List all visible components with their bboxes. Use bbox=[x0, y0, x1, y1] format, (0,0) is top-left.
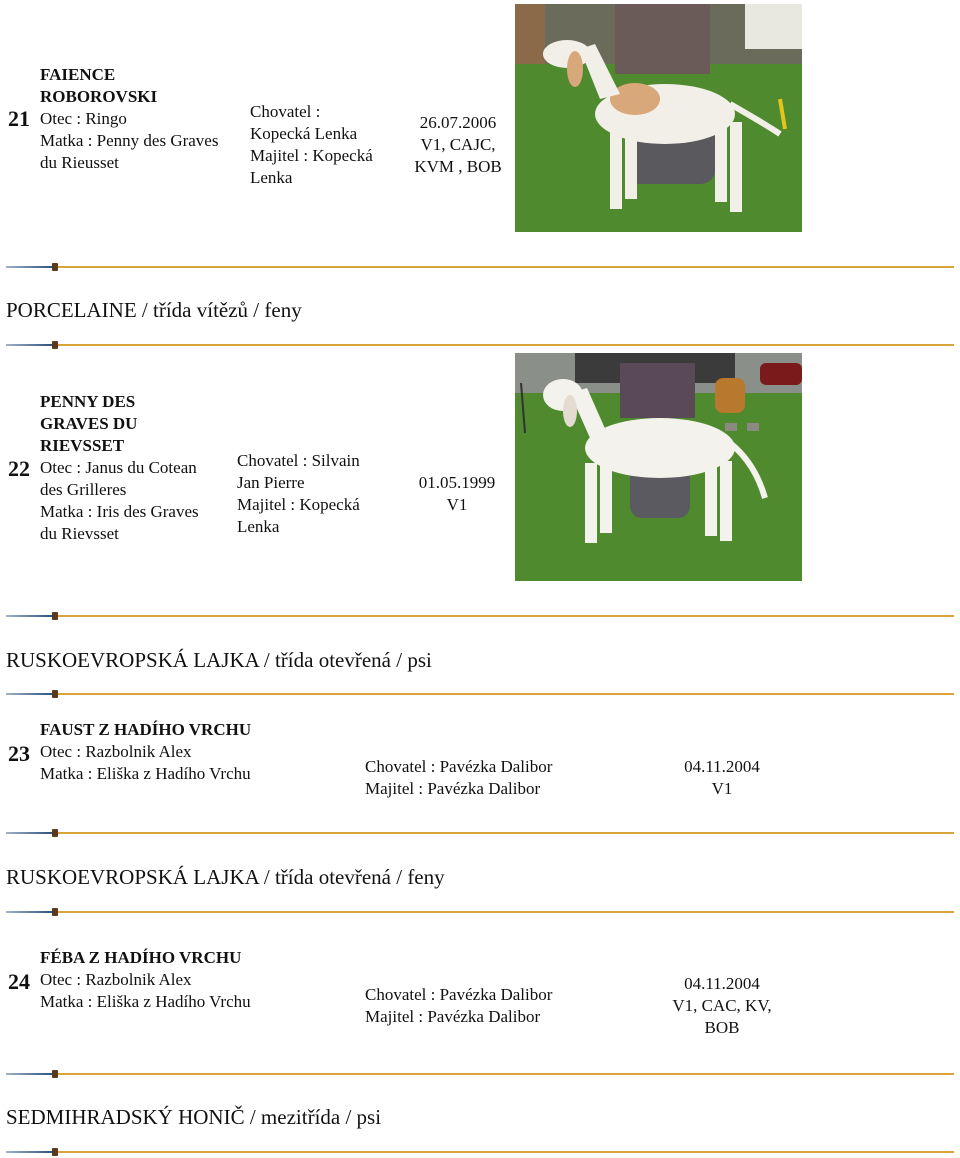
dam: Matka : Eliška z Hadího Vrchu bbox=[40, 992, 251, 1011]
section-heading: SEDMIHRADSKÝ HONIČ / mezitřída / psi bbox=[6, 1105, 382, 1129]
sire: Otec : Razbolnik Alex bbox=[40, 970, 192, 989]
breeder-line: Kopecká Lenka bbox=[250, 124, 358, 143]
dam: Matka : Eliška z Hadího Vrchu bbox=[40, 764, 251, 783]
sire: Otec : Razbolnik Alex bbox=[40, 742, 192, 761]
sire-line: des Grilleres bbox=[40, 480, 127, 499]
entry-number: 23 bbox=[8, 741, 30, 766]
sire: Otec : Ringo bbox=[40, 109, 127, 128]
breeder-owner bbox=[365, 984, 615, 1028]
owner: Majitel : Pavézka Dalibor bbox=[365, 1007, 541, 1026]
result-line: KVM , BOB bbox=[414, 157, 502, 176]
result-date: 01.05.1999 bbox=[418, 473, 496, 492]
result bbox=[662, 756, 782, 800]
entry-number: 24 bbox=[8, 969, 30, 994]
breeder-owner bbox=[237, 450, 387, 538]
dam-line: du Rieusset bbox=[40, 153, 119, 172]
section-divider bbox=[6, 612, 954, 620]
breeder-line: Chovatel : bbox=[250, 102, 321, 121]
sire-line: Otec : Janus du Cotean bbox=[40, 458, 197, 477]
dog-name-line: GRAVES DU bbox=[40, 414, 138, 433]
section-divider bbox=[6, 829, 954, 837]
section-divider bbox=[6, 1070, 954, 1078]
dog-name-line: PENNY DES bbox=[40, 392, 136, 411]
entry-dog-info bbox=[40, 64, 250, 174]
result bbox=[397, 472, 517, 516]
entry-dog-info bbox=[40, 947, 340, 1013]
result-line: BOB bbox=[704, 1018, 740, 1037]
entry-dog-info bbox=[40, 391, 240, 545]
entry-number: 22 bbox=[8, 456, 30, 481]
owner-line: Lenka bbox=[250, 168, 293, 187]
section-divider bbox=[6, 690, 954, 698]
dog-photo bbox=[515, 4, 802, 232]
section-divider bbox=[6, 908, 954, 916]
section-divider bbox=[6, 341, 954, 349]
dog-name-line: RIEVSSET bbox=[40, 436, 125, 455]
result-line: V1, CAC, KV, bbox=[672, 996, 772, 1015]
result-date: 04.11.2004 bbox=[684, 974, 760, 993]
breeder: Chovatel : Pavézka Dalibor bbox=[365, 757, 553, 776]
result-date: 04.11.2004 bbox=[684, 757, 760, 776]
result bbox=[652, 973, 792, 1039]
section-divider bbox=[6, 263, 954, 271]
result bbox=[398, 112, 518, 178]
dog-name: FAUST Z HADÍHO VRCHU bbox=[40, 720, 252, 739]
section-heading: RUSKOEVROPSKÁ LAJKA / třída otevřená / feny bbox=[6, 865, 445, 889]
breeder-owner bbox=[250, 101, 400, 189]
section-heading: PORCELAINE / třída vítězů / feny bbox=[6, 298, 302, 322]
section-divider bbox=[6, 1148, 954, 1156]
owner: Majitel : Pavézka Dalibor bbox=[365, 779, 541, 798]
dog-name-line: FAIENCE bbox=[40, 65, 116, 84]
result-date: 26.07.2006 bbox=[419, 113, 497, 132]
breeder-owner bbox=[365, 756, 615, 800]
owner-line: Majitel : Kopecká bbox=[237, 495, 360, 514]
breeder: Chovatel : Pavézka Dalibor bbox=[365, 985, 553, 1004]
dam-line: du Rievsset bbox=[40, 524, 119, 543]
owner-line: Majitel : Kopecká bbox=[250, 146, 373, 165]
breeder-line: Chovatel : Silvain bbox=[237, 451, 360, 470]
section-heading: RUSKOEVROPSKÁ LAJKA / třída otevřená / psi bbox=[6, 648, 432, 672]
dog-name: FÉBA Z HADÍHO VRCHU bbox=[40, 948, 242, 967]
result-line: V1 bbox=[711, 779, 733, 798]
dog-photo bbox=[515, 353, 802, 581]
entry-dog-info bbox=[40, 719, 340, 785]
owner-line: Lenka bbox=[237, 517, 280, 536]
entry-number: 21 bbox=[8, 106, 30, 131]
result-line: V1 bbox=[446, 495, 468, 514]
result-line: V1, CAJC, bbox=[420, 135, 496, 154]
breeder-line: Jan Pierre bbox=[237, 473, 305, 492]
dam-line: Matka : Iris des Graves bbox=[40, 502, 199, 521]
dog-name-line: ROBOROVSKI bbox=[40, 87, 158, 106]
dam-line: Matka : Penny des Graves bbox=[40, 131, 219, 150]
